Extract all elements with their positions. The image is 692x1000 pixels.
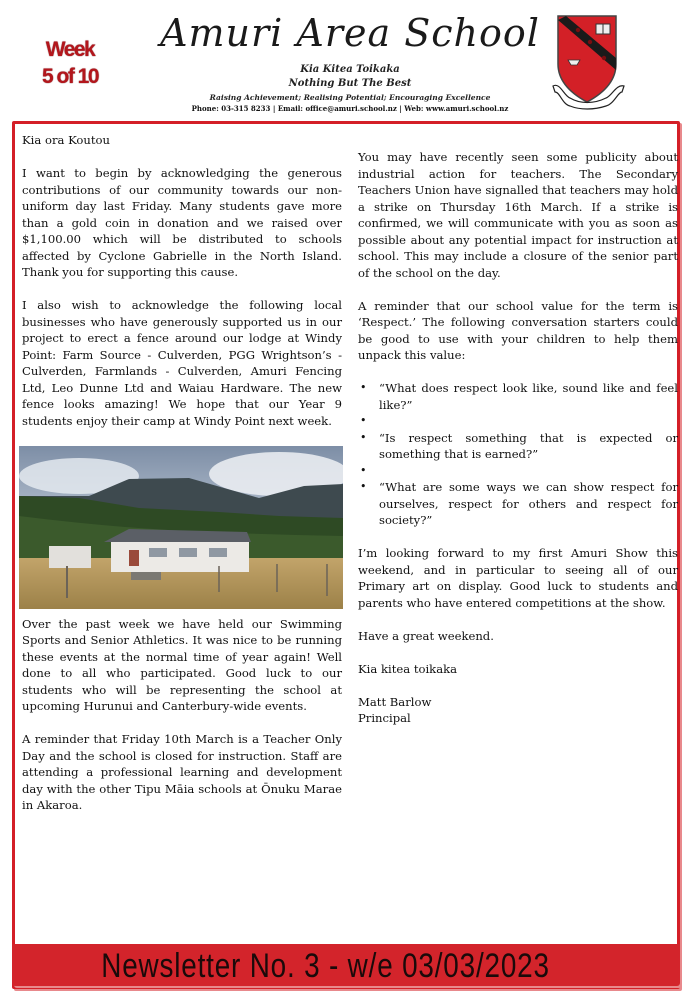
paragraph-respect: A reminder that our school value for the term is ‘Respect.’ The following conversation starters could be good to use with your children to help them unpack this value: xyxy=(358,298,678,362)
paragraph-fence-sponsors: I also wish to acknowledge the following local businesses who have generously supported us in our project to erect a fence around our lodge at Windy Point: Farm Source - Culverden, PGG Wrightson’s - Culverden, Farmlands - Culverden, Amuri Fencing Ltd, Leo Dunne Ltd and Waiau Hardware. The new fence looks amazing! We hope that our Year 9 students enjoy their camp at Windy Point next week. xyxy=(22,298,342,428)
sign-off-motto: Kia kitea toikaka xyxy=(358,661,458,676)
week-count: 5 of 10 xyxy=(41,65,99,88)
newsletter-banner xyxy=(12,944,680,986)
contact-details: Phone: 03-315 8233 | Email: office@amuri.school.nz | Web: www.amuri.school.nz xyxy=(191,104,509,113)
paragraph-donation: I want to begin by acknowledging the generous contributions of our community towards our non-uniform day last Friday. Many students gave more than a gold coin in donation and we raised over $1,100.00 which will be distributed to schools affected by Cyclone Gabrielle in the North Island. Thank you for supporting this cause. xyxy=(22,166,342,279)
bullet-item xyxy=(358,413,678,430)
bullet-item: • “What does respect look like, sound like and feel like?” xyxy=(358,380,678,413)
right-column xyxy=(358,149,678,727)
paragraph-sports: Over the past week we have held our Swimming Sports and Senior Athletics. It was nice to be running these events at the normal time of year again! Well done to all who participated. Good luck to our students who will be representing the school at upcoming Hurunui and Canterbury-wide events. xyxy=(22,616,342,713)
lodge-photo xyxy=(19,446,343,609)
newsletter-number: Newsletter No. 3 - w/e 03/03/2023 xyxy=(101,947,551,985)
school-name: Amuri Area School xyxy=(160,11,540,55)
bullet-item: • “Is respect something that is expected or something that is earned?” xyxy=(358,430,678,463)
greeting: Kia ora Koutou xyxy=(22,133,110,147)
conversation-starters xyxy=(358,380,678,529)
paragraph-industrial-action: You may have recently seen some publicity about industrial action for teachers. The Secondary Teachers Union have signalled that teachers may hold a strike on Thursday 16th March. If a strike is confirmed, we will communicate with you as soon as possible about any potential impact for instruction at school. This may include a closure of the senior part of the school on the day. xyxy=(358,150,678,280)
paragraph-teacher-only-day: A reminder that Friday 10th March is a Teacher Only Day and the school is closed for instruction. Staff are attending a professional learning and development day with the other Tipu Māia schools at Ōnuku Marae in Akaroa. xyxy=(22,732,342,812)
week-indicator xyxy=(30,36,110,90)
motto-maori: Kia Kitea Toikaka xyxy=(300,64,400,75)
sign-off-weekend: Have a great weekend. xyxy=(358,628,494,643)
signature-name: Matt Barlow xyxy=(358,694,432,709)
bullet-item: • “What are some ways we can show respect for ourselves, respect for others and respect for society?” xyxy=(358,479,678,529)
motto-english: Nothing But The Best xyxy=(288,78,412,89)
school-crest-icon xyxy=(550,12,630,112)
left-column xyxy=(22,132,342,830)
school-tagline: Raising Achievement; Realising Potential; Encouraging Excellence xyxy=(209,93,491,102)
bullet-item xyxy=(358,463,678,480)
paragraph-amuri-show: I’m looking forward to my first Amuri Show this weekend, and in particular to seeing all of our Primary art on display. Good luck to students and parents who have entered competitions at the show. xyxy=(358,546,678,610)
week-label: Week xyxy=(45,38,95,61)
signature-title: Principal xyxy=(358,711,411,725)
